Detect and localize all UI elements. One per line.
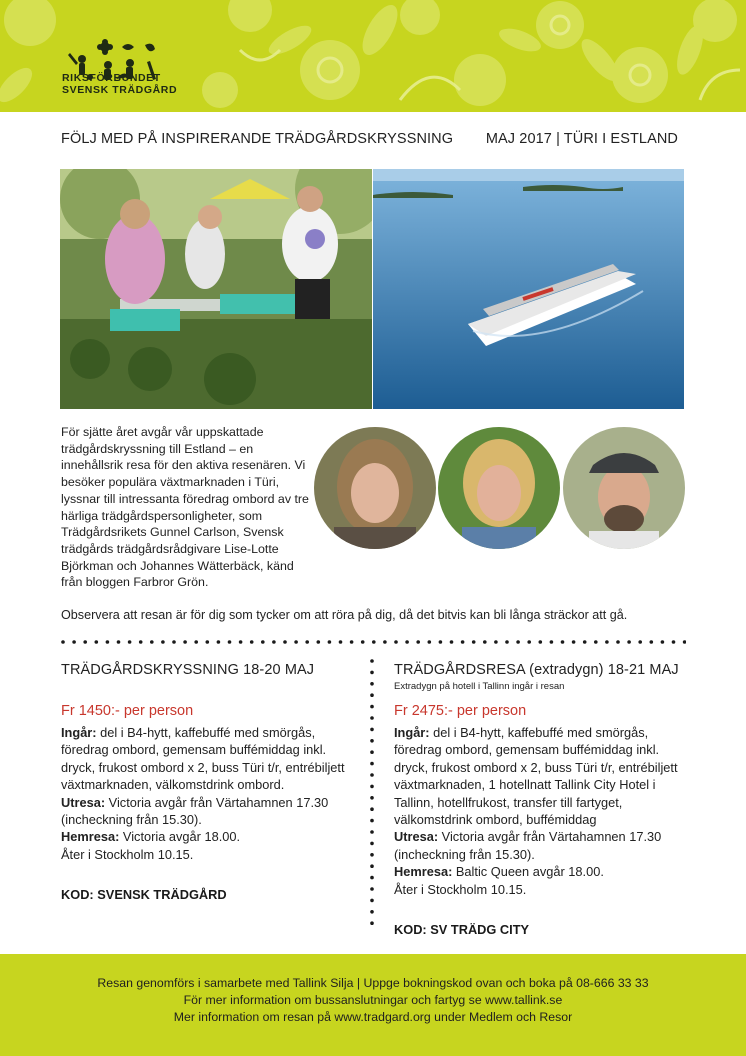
offer-departure: Utresa: Victoria avgår från Värtahamnen 17.30 (incheckning från 15.30). [394,829,662,862]
dotted-divider-horizontal [60,638,686,646]
date-location: MAJ 2017 | TÜRI I ESTLAND [485,131,678,147]
footer-banner [0,954,746,1056]
offer-heading: TRÄDGÅRDSRESA (extradygn) 18-21 MAJ [394,662,679,678]
offer-subheading: Extradygn på hotell i Tallinn ingår i resan [394,681,565,692]
offer-price: Fr 2475:- per person [394,703,527,719]
cruise-ferry-photo [373,169,684,409]
booking-code-left: KOD: SVENSK TRÄDGÅRD [61,887,227,902]
offer-price: Fr 1450:- per person [61,703,194,719]
offer-back: Åter i Stockholm 10.15. [394,881,527,897]
offer-return: Hemresa: Baltic Queen avgår 18.00. [394,864,604,880]
portrait-johannes-watterback [563,427,685,549]
offer-includes: Ingår: del i B4-hytt, kaffebuffé med smörgås, föredrag ombord, gemensam buffémiddag inkl. dryck, frukost ombord x 2, buss Türi t/r, entrébiljett växtmarknaden, 1 hotellnatt Tallink City Hotel i Tallinn, hotellfrukost, transfer till fartyget, välkomstdrink ombord, buffémiddag [394,725,678,828]
org-name-line2: SVENSK TRÄDGÅRD [62,84,178,96]
offer-cruise [61,660,361,863]
org-logo-text [62,72,177,96]
offer-heading: TRÄDGÅRDSKRYSSNING 18-20 MAJ [61,662,315,678]
booking-code-right: KOD: SV TRÄDG CITY [394,922,530,937]
offer-back: Åter i Stockholm 10.15. [61,846,194,862]
org-name-line1: RIKSFÖRBUNDET [62,72,161,84]
footer-more-info: Mer information om resan på www.tradgard.org under Medlem och Resor [173,1010,573,1024]
offer-extra-night [394,660,694,898]
footer-bus-info: För mer information om bussanslutningar och fartyg se www.tallink.se [183,993,563,1007]
photo-strip [60,169,684,409]
dotted-divider-vertical [369,658,375,930]
intro-paragraph: För sjätte året avgår vår uppskattade trädgårdskryssning till Estland – en innehållsrik resa för den aktiva resenären. Vi besöker populära växtmarknaden i Türi, lyssnar till intressanta föredrag ombord av tre härliga trädgårdspersonligheter, som Trädgårdsrikets Gunnel Carlson, Svensk trädgårds trädgårdsrådgivare Lise-Lotte Björkman och Johannes Wätterbäck, känd från bloggen Farbror Grön. [61,425,309,590]
header-banner [0,0,746,112]
portrait-gunnel-carlson [314,427,436,549]
footer-booking-info: Resan genomförs i samarbete med Tallink Silja | Uppge bokningskod ovan och boka på 08-666 33 33 [97,976,649,990]
portrait-lise-lotte-bjorkman [438,427,560,549]
page-title: FÖLJ MED PÅ INSPIRERANDE TRÄDGÅRDSKRYSSNING [61,131,454,147]
offer-return: Hemresa: Victoria avgår 18.00. [61,829,241,845]
fitness-note: Observera att resan är för dig som tycker om att röra på dig, då det bitvis kan bli långa sträckor att gå. [61,608,628,622]
garden-market-photo [60,169,372,409]
offer-includes: Ingår: del i B4-hytt, kaffebuffé med smörgås, föredrag ombord, gemensam buffémiddag inkl. dryck, frukost ombord x 2, buss Türi t/r, entrébiljett växtmarknaden, välkomstdrink ombord. [61,725,345,793]
offer-departure: Utresa: Victoria avgår från Värtahamnen 17.30 (incheckning från 15.30). [61,794,329,828]
